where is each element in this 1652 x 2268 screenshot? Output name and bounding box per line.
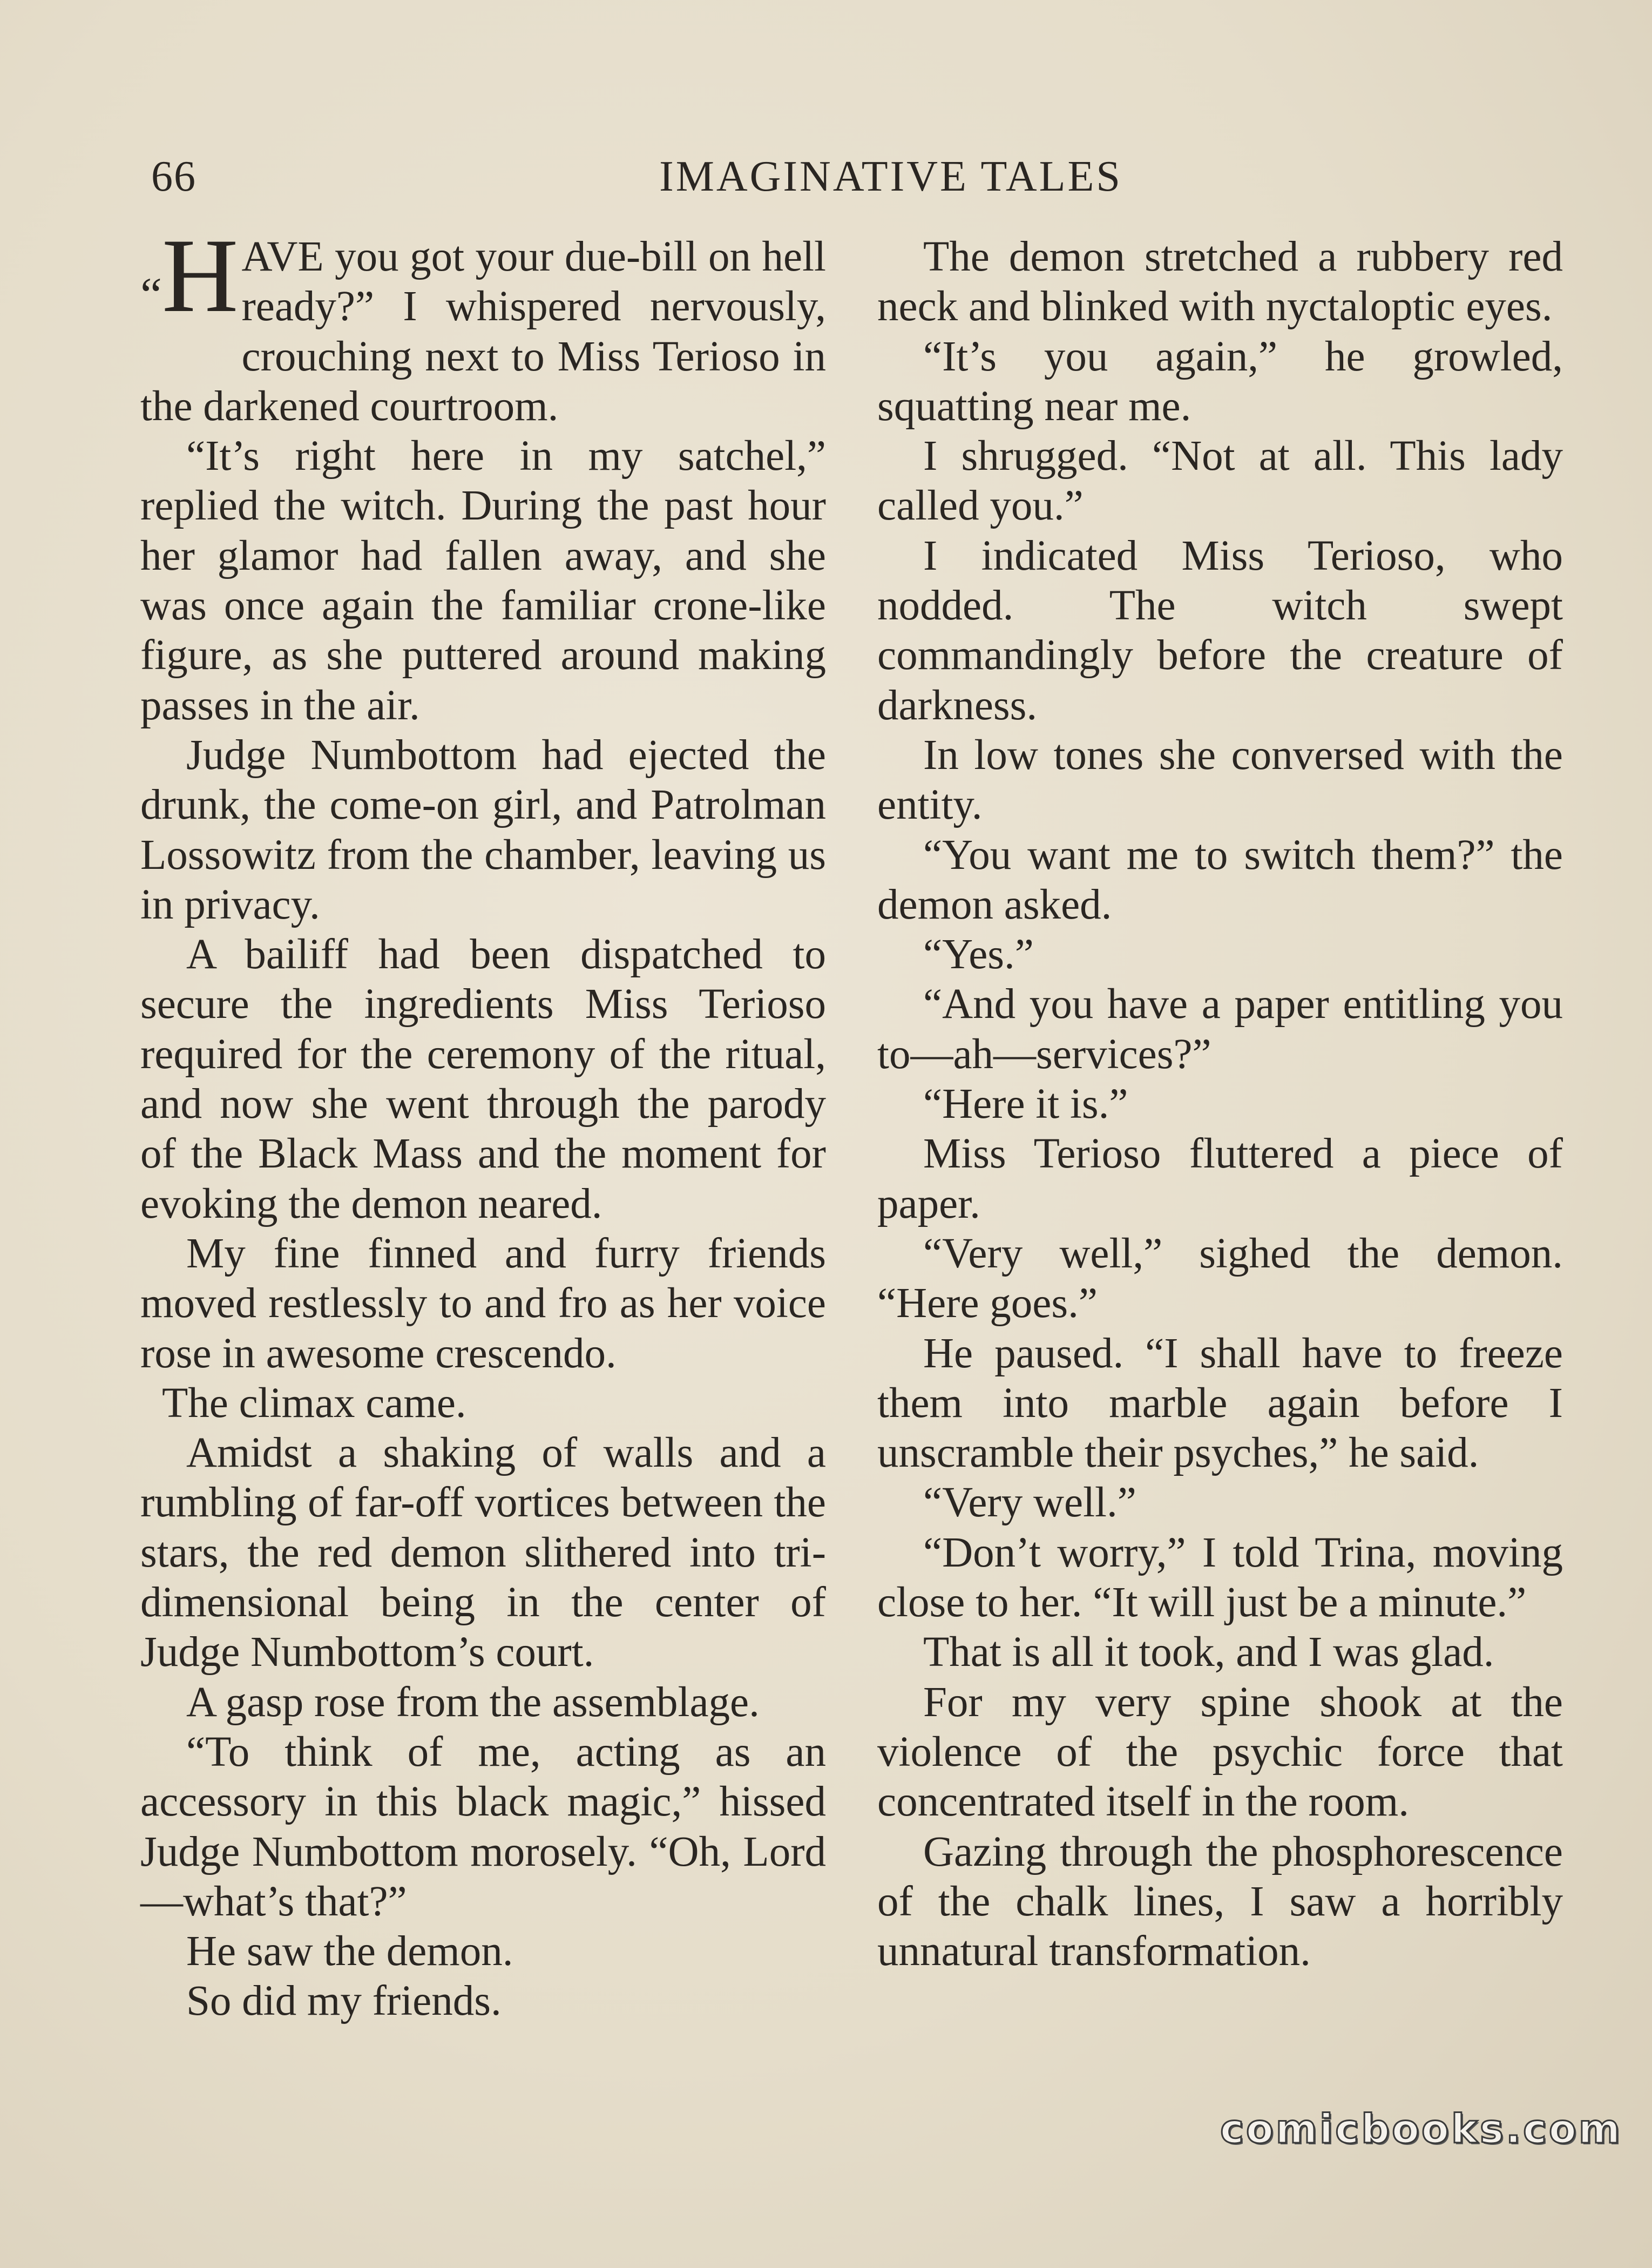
paragraph: I shrugged. “Not at all. This lady called you.” (877, 433, 1563, 530)
paragraph: That is all it took, and I was glad. (923, 1629, 1494, 1676)
drop-cap-letter: H (161, 217, 239, 334)
opening-paragraph (140, 217, 826, 431)
paragraph: “Very well.” (923, 1479, 1136, 1527)
paragraph: My fine finned and furry friends moved restlessly to and fro as her voice rose in awesome crescendo. (140, 1230, 826, 1377)
left-column (140, 217, 826, 2027)
paragraph: Gazing through the phosphorescence of the chalk lines, I saw a horribly unnatural transformation. (877, 1828, 1563, 1975)
paragraph: Amidst a shaking of walls and a rumbling of far-off vortices between the stars, the red demon slithered into tri-dimensional being in the center of Judge Numbottom’s court. (140, 1429, 826, 1676)
paragraph: “Here it is.” (923, 1081, 1128, 1128)
paragraph: A gasp rose from the assemblage. (186, 1678, 760, 1726)
paragraph: I indicated Miss Terioso, who nodded. The witch swept commandingly before the creature of darkness. (877, 532, 1563, 729)
watermark: comicbooks.com (1220, 2106, 1622, 2152)
paragraph: “To think of me, acting as an accessory in this black magic,” hissed Judge Numbottom morosely. “Oh, Lord—what’s that?” (140, 1728, 826, 1925)
paragraph: He paused. “I shall have to freeze them into marble again before I unscramble their psyches,” he said. (877, 1329, 1563, 1477)
page-number: 66 (151, 153, 197, 200)
drop-cap (140, 217, 239, 336)
paragraph: The demon stretched a rubbery red neck and blinked with nyctaloptic eyes. (877, 233, 1563, 330)
running-title: IMAGINATIVE TALES (659, 153, 1122, 200)
paragraph: “It’s you again,” he growled, squatting near me. (877, 333, 1563, 430)
paragraph: “Very well,” sighed the demon. “Here goes.” (877, 1230, 1563, 1327)
paragraph: For my very spine shook at the violence of the psychic force that concentrated itself in the room. (877, 1678, 1563, 1826)
paragraph: “Yes.” (923, 931, 1034, 978)
paragraph: “And you have a paper entitling you to—ah—services?” (877, 981, 1563, 1078)
opening-quote-mark: “ (140, 268, 162, 322)
paragraph: He saw the demon. (186, 1928, 513, 1975)
paragraph: “You want me to switch them?” the demon asked. (877, 831, 1563, 928)
paragraph: A bailiff had been dispatched to secure the ingredients Miss Terioso required for the ceremony of the ritual, and now she went through the parody of the Black Mass and the moment for evoking the demon neared. (140, 931, 826, 1227)
paragraph: In low tones she conversed with the entity. (877, 731, 1563, 829)
paragraph: So did my friends. (186, 1977, 502, 2025)
paragraph: “It’s right here in my satchel,” replied the witch. During the past hour her glamor had fallen away, and she was once again the familiar crone-like figure, as she puttered around making passes in the air. (140, 433, 826, 729)
opening-paragraph-text: AVE you got your due-bill on hell ready?” I whispered nervously, crouching next to Miss Terioso in the darkened courtroom. (140, 233, 826, 430)
paragraph: “Don’t worry,” I told Trina, moving close to her. “It will just be a minute.” (877, 1529, 1563, 1626)
paragraph: Judge Numbottom had ejected the drunk, the come-on girl, and Patrolman Lossowitz from the chamber, leaving us in privacy. (140, 731, 826, 928)
paragraph: The climax came. (162, 1379, 466, 1427)
paragraph: Miss Terioso fluttered a piece of paper. (877, 1130, 1563, 1227)
page-header (146, 152, 1571, 212)
right-column (877, 232, 1563, 1976)
